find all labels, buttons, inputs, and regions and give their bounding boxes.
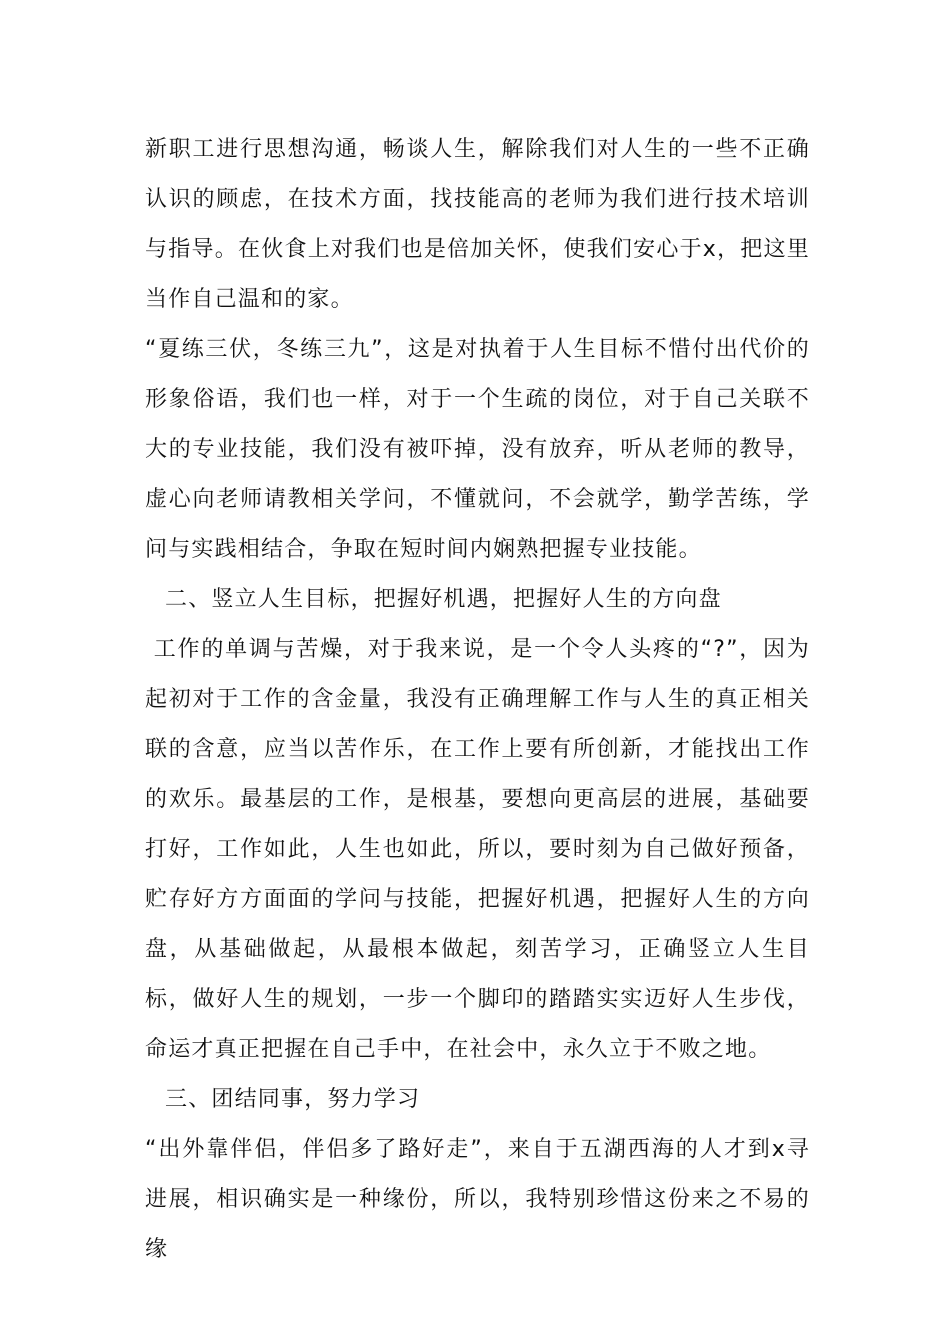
section-heading-3: 三、团结同事，努力学习 bbox=[165, 1087, 421, 1112]
paragraph-2: “夏练三伏，冬练三九”，这是对执着于人生目标不惜付出代价的形象俗语，我们也一样，对于一个生疏的岗位，对于自己关联不大的专业技能，我们没有被吓掉，没有放弃，听从老师的教导，虚心向老师请教相关学问，不懂就问，不会就学，勤学苦练，学问与实践相结合，争取在短时间内娴熟把握专业技能。 bbox=[145, 337, 810, 562]
paragraph-1: 新职工进行思想沟通，畅谈人生，解除我们对人生的一些不正确认识的顾虑，在技术方面，找技能高的老师为我们进行技术培训与指导。在伙食上对我们也是倍加关怀，使我们安心于x，把这里当作自己温和的家。 bbox=[145, 137, 810, 312]
section-heading-2: 二、竖立人生目标，把握好机遇，把握好人生的方向盘 bbox=[165, 587, 722, 612]
document-body bbox=[145, 125, 810, 1275]
paragraph-4: “出外靠伴侣，伴侣多了路好走”，来自于五湖西海的人才到x寻进展，相识确实是一种缘份，所以，我特别珍惜这份来之不易的缘 bbox=[145, 1137, 810, 1262]
paragraph-3: 工作的单调与苦燥，对于我来说，是一个令人头疼的“?”，因为起初对于工作的含金量，我没有正确理解工作与人生的真正相关联的含意，应当以苦作乐，在工作上要有所创新，才能找出工作的欢乐。最基层的工作，是根基，要想向更高层的进展，基础要打好，工作如此，人生也如此，所以，要时刻为自己做好预备，贮存好方方面面的学问与技能，把握好机遇，把握好人生的方向盘，从基础做起，从最根本做起，刻苦学习，正确竖立人生目标，做好人生的规划，一步一个脚印的踏踏实实迈好人生步伐，命运才真正把握在自己手中，在社会中，永久立于不败之地。 bbox=[145, 637, 810, 1062]
